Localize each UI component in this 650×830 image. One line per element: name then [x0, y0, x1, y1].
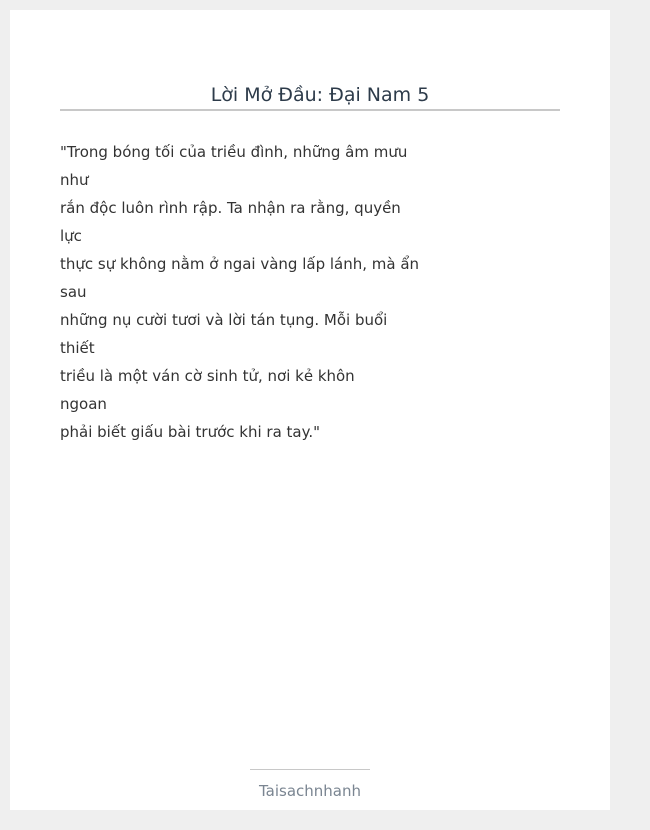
document-page: [10, 10, 610, 810]
paragraph-line: thiết: [60, 339, 95, 357]
paragraph-line: như: [60, 171, 89, 189]
paragraph-line: phải biết giấu bài trước khi ra tay.": [60, 423, 321, 441]
paragraph-line: thực sự không nằm ở ngai vàng lấp lánh, mà ẩn: [60, 255, 420, 273]
title-divider: [60, 109, 560, 111]
paragraph-line: những nụ cười tươi và lời tán tụng. Mỗi buổi: [60, 311, 388, 329]
paragraph-line: sau: [60, 283, 87, 301]
paragraph-line: ngoan: [60, 395, 107, 413]
quote-paragraph: [60, 138, 420, 446]
paragraph-line: lực: [60, 227, 82, 245]
footer-divider: [250, 769, 370, 770]
page-title: Lời Mở Đầu: Đại Nam 5: [210, 84, 430, 106]
paragraph-line: triều là một ván cờ sinh tử, nơi kẻ khôn: [60, 367, 355, 385]
footer-source-label: Taisachnhanh: [258, 782, 362, 800]
paragraph-line: "Trong bóng tối của triều đình, những âm mưu: [60, 143, 408, 161]
paragraph-line: rắn độc luôn rình rập. Ta nhận ra rằng, quyền: [60, 199, 401, 217]
